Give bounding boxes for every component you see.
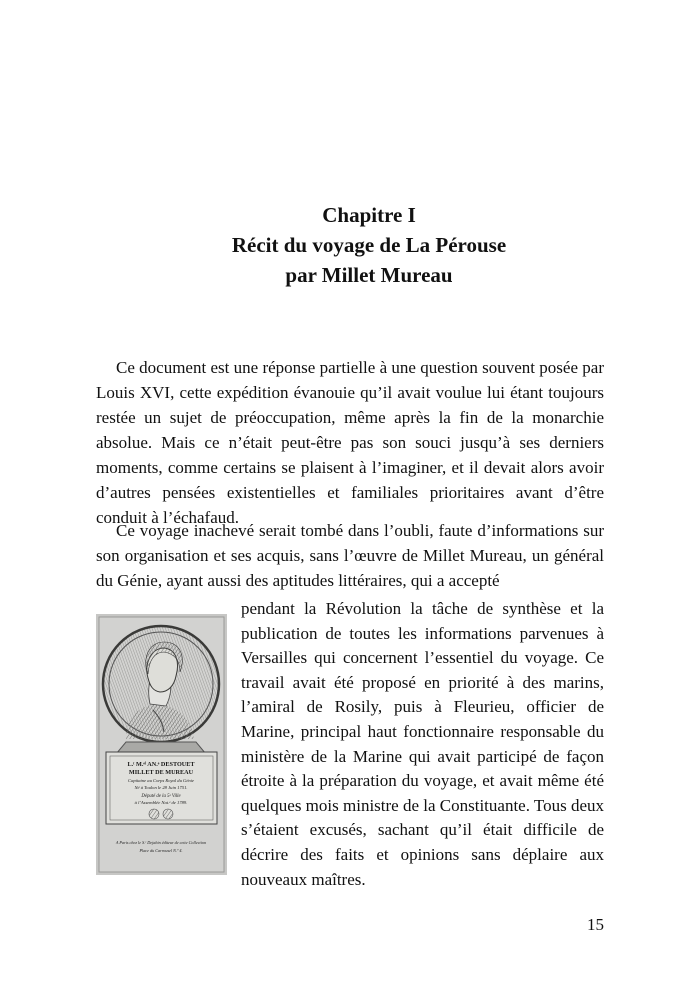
portrait-plate-line-4: Né à Toulon le 28 Juin 1751. [134,785,188,790]
portrait-engraving-image [96,614,227,875]
portrait-caption-line-1: A Paris chez le S.ʳ Dejabin éditeur de cette Collection [115,840,207,845]
portrait-plate-line-3: Capitaine au Corps Royal du Génie [128,778,194,783]
portrait-engraving [96,614,227,875]
portrait-plate-line-2: MILLET DE MUREAU [128,769,194,776]
portrait-caption-line-2: Place du Carrousel N.º 4. [139,848,183,853]
portrait-plate-line-5: Député de la 5ᵉ Ville [141,794,181,799]
chapter-number: Chapitre I [322,203,416,227]
paragraph-2-wrap: pendant la Révolution la tâche de synthèse et la publication de toutes les informations parvenues à Versailles qui concernent l’essentiel du voyage. Ce travail avait été proposé en priorité à des marins, l’amiral de Rosily, puis à Fleurieu, officier de Marine, principal haut fonctionnaire responsable du ministère de la Marine qui avait participé de façon étroite à la préparation du voyage, et avait même été quelques mois ministre de la Constituante. Tous deux s’étaient excusés, sachant qu’il était difficile de décrire des faits et opinions sans déplaire aux nouveaux maîtres. [241,599,605,889]
page-number: 15 [587,915,604,934]
portrait-plate-line-6: à l’Assemblée Nat.ᵉ de 1789. [134,800,188,805]
chapter-heading [0,200,700,290]
paragraph-2-lead: Ce voyage inachevé serait tombé dans l’oubli, faute d’informations sur son organisation et ses acquis, sans l’œuvre de Millet Mureau, un général du Génie, ayant aussi des aptitudes littéraires, qui a accepté [96,521,604,590]
chapter-title: Récit du voyage de La Pérouse [231,233,507,257]
paragraph-1: Ce document est une réponse partielle à une question souvent posée par Louis XVI, cette expédition évanouie qu’il avait voulue lui étant toujours restée un sujet de préoccupation, même après la fin de la monarchie absolue. Mais ce n’était peut-être pas son souci jusqu’à ses derniers moments, comme certains se plaisent à l’imaginer, et il devait alors avoir d’autres pensées existentielles et familiales prioritaires avant d’être conduit à l’échafaud. [96,358,604,527]
chapter-subtitle: par Millet Mureau [285,263,453,287]
portrait-plate-line-1: L.ᵗ M.ᵉˡ AN.ᵉ DESTOUET [127,761,195,768]
